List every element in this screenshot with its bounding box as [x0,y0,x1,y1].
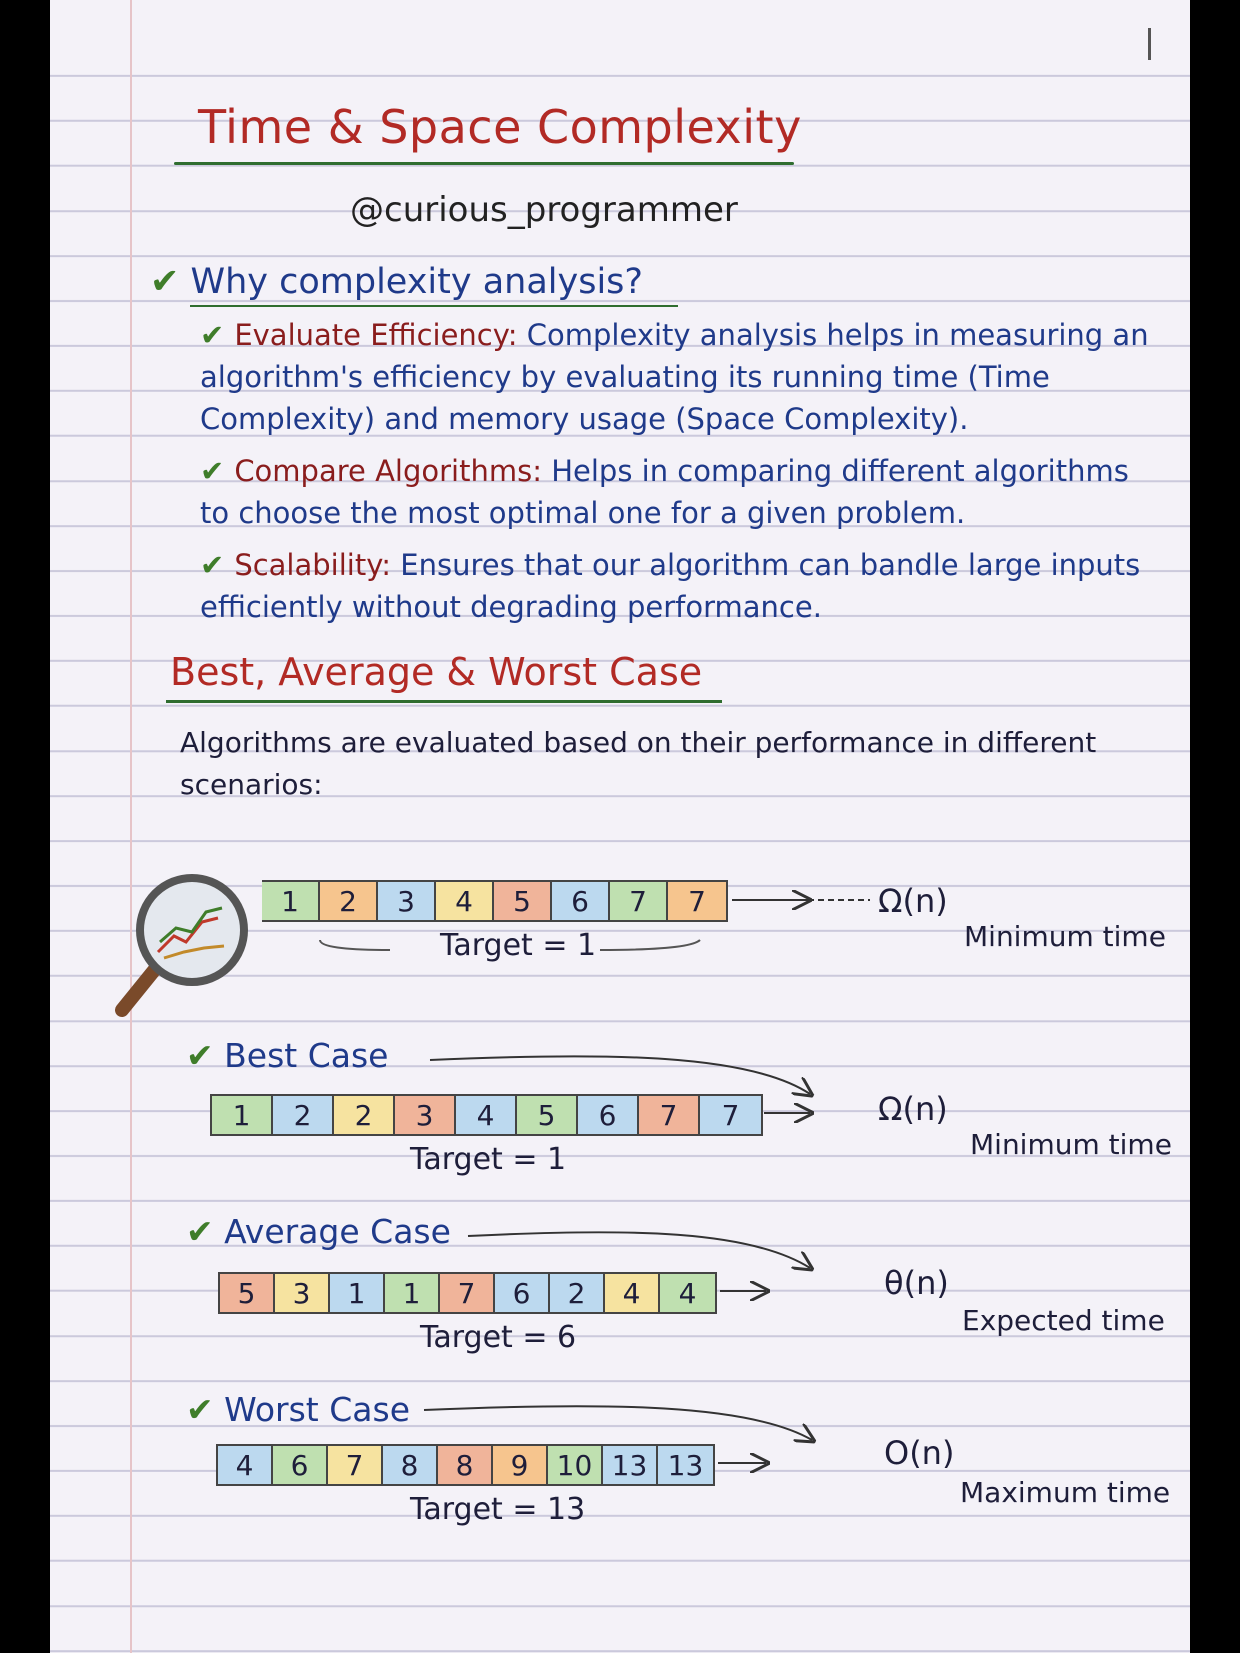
bullet-term: Scalability: [234,548,392,582]
array-cell: 7 [639,1096,700,1134]
array-cell: 5 [494,882,552,920]
array-cell: 7 [610,882,668,920]
array-cell: 5 [517,1096,578,1134]
cases-underline [166,700,722,703]
array-cell: 4 [660,1274,715,1312]
bullet-term: Evaluate Efficiency: [234,318,518,352]
array-cell: 7 [440,1274,495,1312]
array-cell: 1 [212,1096,273,1134]
array-cell: 6 [552,882,610,920]
array-cell: 1 [262,882,320,920]
array-cell: 7 [328,1446,383,1484]
best-case-notation: Ω(n) [878,1090,948,1128]
array-cell: 9 [493,1446,548,1484]
array-cell: 1 [385,1274,440,1312]
array-cell: 6 [273,1446,328,1484]
check-icon: ✔ [150,262,180,302]
check-icon: ✔ [200,318,225,352]
check-icon: ✔ [200,548,225,582]
array-cell: 1 [330,1274,385,1312]
array-cell: 7 [668,882,726,920]
array-cell: 3 [275,1274,330,1312]
average-case-target: Target = 6 [420,1320,577,1355]
array-cell: 4 [456,1096,517,1134]
bullet-text: Ensures that our algorithm can bandle large inputs efficiently without degrading performance. [200,548,1141,624]
why-heading [150,262,643,302]
title-underline [174,162,794,165]
magnifying-glass-icon [114,872,264,1032]
check-icon: ✔ [200,454,225,488]
array-cell: 8 [383,1446,438,1484]
bullet-compare-algorithms [200,450,1160,534]
average-case-heading [186,1212,451,1251]
bullet-term: Compare Algorithms: [234,454,542,488]
margin-line [130,0,132,1653]
bullet-evaluate-efficiency [200,314,1160,440]
worst-case-label: Worst Case [224,1390,410,1429]
array-cell: 2 [320,882,378,920]
array-cell: 4 [436,882,494,920]
worst-case-target: Target = 13 [410,1492,586,1527]
best-case-caption: Minimum time [970,1128,1172,1161]
example-caption: Minimum time [964,920,1166,953]
cases-heading: Best, Average & Worst Case [170,650,703,694]
array-cell: 2 [550,1274,605,1312]
bullet-scalability [200,544,1160,628]
author-handle: @curious_programmer [350,190,738,230]
pen-mark [1148,28,1151,60]
average-case-caption: Expected time [962,1304,1165,1337]
bullet-text: Helps in comparing different algorithms to choose the most optimal one for a given problem. [200,454,1129,530]
array-cell: 13 [658,1446,713,1484]
array-cell: 3 [378,882,436,920]
array-cell: 4 [218,1446,273,1484]
worst-case-heading [186,1390,410,1429]
best-case-target: Target = 1 [410,1142,567,1177]
array-cell: 13 [603,1446,658,1484]
page-title: Time & Space Complexity [198,100,802,154]
array-cell: 6 [578,1096,639,1134]
example-target: Target = 1 [440,928,597,963]
example-array [262,880,728,922]
array-cell: 10 [548,1446,603,1484]
average-case-label: Average Case [224,1212,451,1251]
average-case-array [218,1272,717,1314]
cases-intro: Algorithms are evaluated based on their performance in different scenarios: [180,726,1097,801]
check-icon: ✔ [186,1390,214,1429]
best-case-label: Best Case [224,1036,389,1075]
worst-case-array [216,1444,715,1486]
best-case-array [210,1094,763,1136]
why-underline [190,305,678,307]
array-cell: 8 [438,1446,493,1484]
best-case-heading [186,1036,388,1075]
worst-case-notation: O(n) [884,1434,955,1472]
notebook-page [50,0,1190,1653]
array-cell: 5 [220,1274,275,1312]
array-cell: 4 [605,1274,660,1312]
why-heading-text: Why complexity analysis? [190,262,643,302]
array-cell: 6 [495,1274,550,1312]
worst-case-caption: Maximum time [960,1476,1171,1509]
check-icon: ✔ [186,1212,214,1251]
average-case-notation: θ(n) [884,1264,949,1302]
array-cell: 7 [700,1096,761,1134]
array-cell: 2 [334,1096,395,1134]
check-icon: ✔ [186,1036,214,1075]
example-notation: Ω(n) [878,882,948,920]
array-cell: 2 [273,1096,334,1134]
array-cell: 3 [395,1096,456,1134]
bullet-text: Complexity analysis helps in measuring an algorithm's efficiency by evaluating its running time (Time Complexity) and memory usage (Space Complexity). [200,318,1149,436]
